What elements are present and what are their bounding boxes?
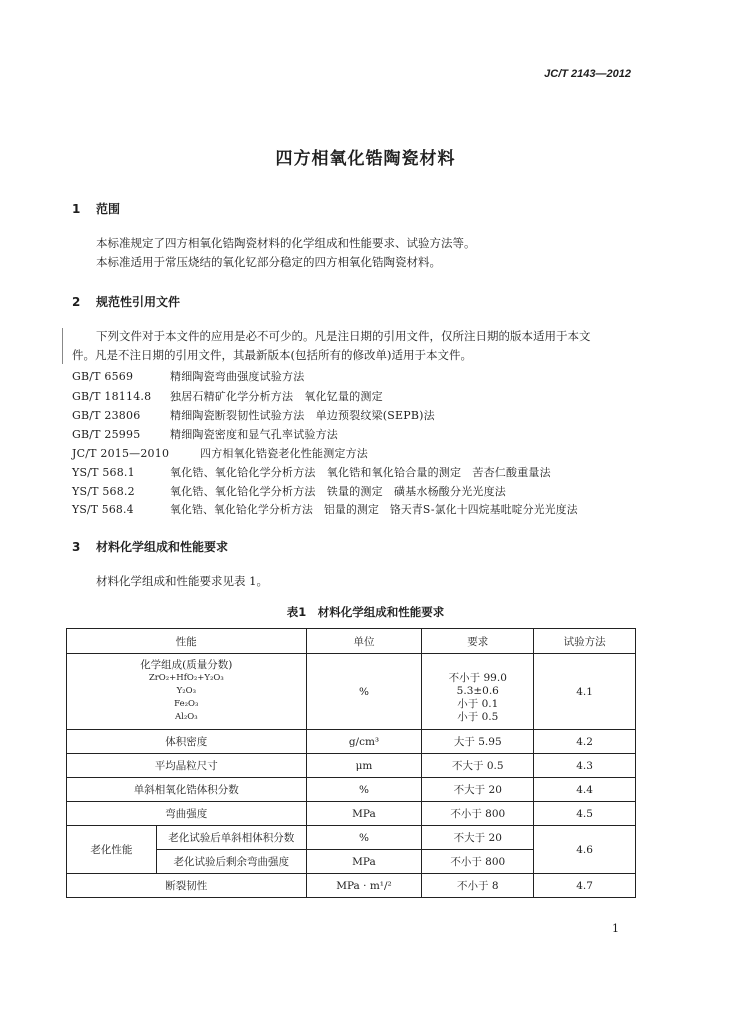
- row-requirement: 大于 5.95: [422, 730, 534, 754]
- chem-requirement: 小于 0.1: [457, 698, 499, 710]
- row-property: 平均晶粒尺寸: [67, 754, 307, 778]
- reference-title: 氧化锆、氧化铪化学分析方法 铁量的测定 磺基水杨酸分光光度法: [170, 485, 506, 498]
- aging-test-method: 4.6: [534, 826, 636, 874]
- aging-group-label: 老化性能: [67, 826, 157, 874]
- chem-requirement: 小于 0.5: [457, 711, 499, 723]
- table-caption: 表1 材料化学组成和性能要求: [286, 605, 445, 619]
- requirements-table: [66, 628, 636, 898]
- table-row: [67, 754, 636, 778]
- header-requirement: 要求: [422, 629, 534, 654]
- reference-code: YS/T 568.4: [72, 503, 134, 516]
- reference-title: 氧化锆、氧化铪化学分析方法 铝量的测定 铬天青S-氯化十四烷基吡啶分光光度法: [170, 503, 578, 516]
- reference-item: [72, 368, 304, 384]
- reference-code: YS/T 568.2: [72, 485, 135, 498]
- row-property: 弯曲强度: [67, 802, 307, 826]
- row-test-method: 4.2: [534, 730, 636, 754]
- aging-sub-requirement: 不大于 20: [422, 826, 534, 850]
- row-unit: %: [306, 778, 422, 802]
- reference-item: [72, 502, 578, 517]
- row-unit: μm: [306, 754, 422, 778]
- section-3-heading: [72, 538, 228, 555]
- row-test-method: 4.7: [534, 874, 636, 898]
- aging-sub-requirement: 不小于 800: [422, 850, 534, 874]
- margin-scan-mark: [62, 328, 63, 364]
- chem-unit: %: [306, 654, 422, 730]
- header-test-method: 试验方法: [534, 629, 636, 654]
- chem-property-cell: [67, 654, 307, 730]
- row-property: 断裂韧性: [67, 874, 307, 898]
- scope-paragraph-2: 本标准适用于常压烧结的氧化钇部分稳定的四方相氧化锆陶瓷材料。: [96, 255, 441, 269]
- chem-item: Fe₂O₃: [174, 699, 199, 709]
- aging-sub-property: 老化试验后单斜相体积分数: [156, 826, 306, 850]
- header-unit: 单位: [306, 629, 422, 654]
- table-row-chemical-composition: [67, 654, 636, 730]
- reference-item: [72, 483, 506, 499]
- row-property: 体积密度: [67, 730, 307, 754]
- section-number: 1: [72, 202, 81, 216]
- section-2-heading: [72, 293, 180, 310]
- aging-sub-unit: MPa: [306, 850, 422, 874]
- chem-item: ZrO₂+HfO₂+Y₂O₃: [148, 673, 224, 683]
- reference-code: GB/T 25995: [72, 428, 141, 441]
- reference-code: GB/T 6569: [72, 370, 134, 383]
- references-paragraph-line-1: 下列文件对于本文件的应用是必不可少的。凡是注日期的引用文件，仅所注日期的版本适用于本文: [96, 329, 591, 343]
- table-row: [67, 778, 636, 802]
- row-test-method: 4.3: [534, 754, 636, 778]
- document-title: 四方相氧化锆陶瓷材料: [275, 149, 456, 169]
- table-row-aging: [67, 826, 636, 850]
- reference-title: 精细陶瓷弯曲强度试验方法: [170, 370, 305, 383]
- standard-code: JC/T 2143—2012: [544, 68, 631, 80]
- section-1-heading: [72, 200, 120, 217]
- reference-title: 精细陶瓷断裂韧性试验方法 单边预裂纹梁(SEPB)法: [170, 409, 435, 422]
- row-unit: g/cm³: [306, 730, 422, 754]
- chem-requirement: 5.3±0.6: [456, 685, 499, 697]
- chem-requirement: 不小于 99.0: [448, 672, 507, 684]
- section-title: 规范性引用文件: [96, 295, 181, 309]
- row-requirement: 不小于 8: [422, 874, 534, 898]
- reference-item: [72, 388, 383, 404]
- table-row: [67, 802, 636, 826]
- table-row: [67, 874, 636, 898]
- section-title: 范围: [96, 202, 121, 216]
- section-title: 材料化学组成和性能要求: [96, 540, 229, 554]
- header-property: 性能: [67, 629, 307, 654]
- requirements-paragraph: 材料化学组成和性能要求见表 1。: [96, 574, 268, 588]
- aging-sub-property: 老化试验后剩余弯曲强度: [156, 850, 306, 874]
- reference-title: 四方相氧化锆瓷老化性能测定方法: [200, 447, 368, 460]
- reference-item: [72, 426, 338, 442]
- section-number: 3: [72, 540, 81, 554]
- reference-code: GB/T 23806: [72, 409, 141, 422]
- chem-item: Al₂O₃: [174, 712, 198, 722]
- chem-item: Y₂O₃: [176, 686, 196, 696]
- reference-code: GB/T 18114.8: [72, 390, 152, 403]
- scope-paragraph-1: 本标准规定了四方相氧化锆陶瓷材料的化学组成和性能要求、试验方法等。: [96, 236, 476, 250]
- reference-title: 精细陶瓷密度和显气孔率试验方法: [170, 428, 338, 441]
- page-number: 1: [612, 922, 619, 935]
- row-requirement: 不大于 20: [422, 778, 534, 802]
- row-unit: MPa: [306, 802, 422, 826]
- reference-title: 独居石精矿化学分析方法 氧化钇量的测定: [170, 390, 383, 403]
- aging-sub-unit: %: [306, 826, 422, 850]
- chem-requirement-cell: [422, 654, 534, 730]
- references-paragraph-line-2: 件。凡是不注日期的引用文件，其最新版本(包括所有的修改单)适用于本文件。: [72, 348, 472, 362]
- reference-code: JC/T 2015—2010: [72, 447, 170, 460]
- reference-item: [72, 407, 435, 423]
- section-number: 2: [72, 295, 81, 309]
- reference-code: YS/T 568.1: [72, 466, 135, 479]
- reference-item: [72, 464, 551, 480]
- row-requirement: 不大于 0.5: [422, 754, 534, 778]
- row-test-method: 4.5: [534, 802, 636, 826]
- table-row: [67, 730, 636, 754]
- row-test-method: 4.4: [534, 778, 636, 802]
- reference-item: [72, 445, 368, 461]
- chem-label: 化学组成(质量分数): [140, 659, 233, 671]
- row-unit: MPa · m¹/²: [306, 874, 422, 898]
- row-property: 单斜相氧化锆体积分数: [67, 778, 307, 802]
- reference-title: 氧化锆、氧化铪化学分析方法 氧化锆和氧化铪合量的测定 苦杏仁酸重量法: [170, 466, 551, 479]
- chem-test-method: 4.1: [534, 654, 636, 730]
- row-requirement: 不小于 800: [422, 802, 534, 826]
- table-header-row: [67, 629, 636, 654]
